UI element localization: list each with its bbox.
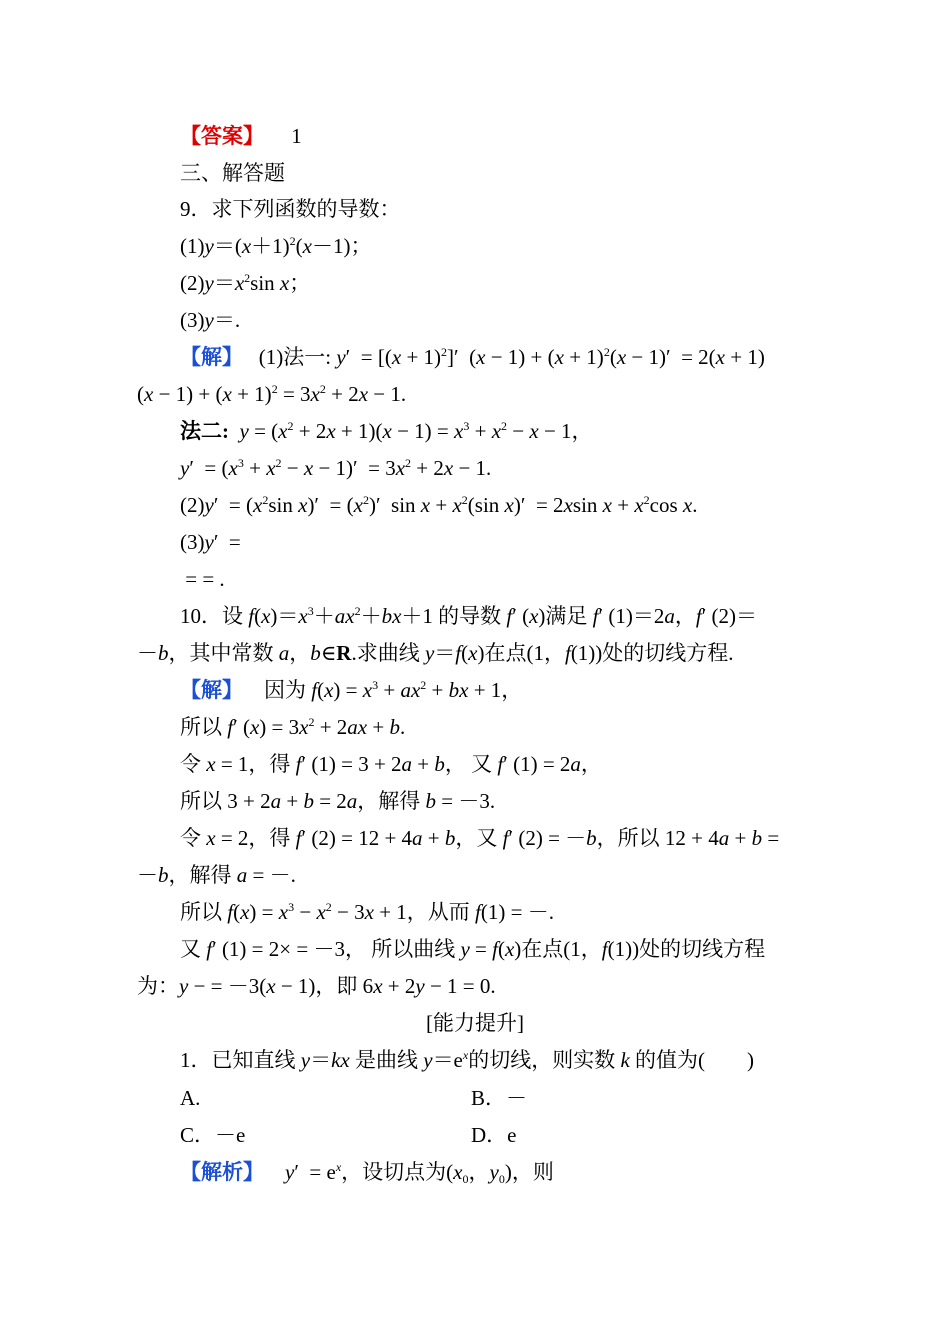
sol10-line5: 令 x = 2，得 f′ (2) = 12 + 4a + b，又 f′ (2) = －b，所以 12 + 4a + b = [180,826,780,850]
sol10-line6: －b，解得 a = －. [137,863,296,887]
analysis-line: 【解析】 $y' = e^x$，设切点为($x_0$，$y_0$)，则 [180,1160,554,1186]
section-title: 三、解答题 [180,161,285,185]
sol9-method1-line1: 【解】 (1)法一: $y' = [(x + 1)^2]'$ $(x - 1) + (x + 1)^2(x - 1)' = 2(x + 1)$ [180,345,765,369]
q10-line1: 10．设 $f(x)=x^3+ax^2+bx+1$ 的导数 f′ (x)满足 f′ (1)＝2a，f′ (2)＝ [180,604,758,628]
q9-part2: $(2)y=x^2\sin$ x； [180,271,311,295]
q10-line2: －b，其中常数 a，b∈R.求曲线 y＝f(x)在点(1，f(1))处的切线方程. [137,641,734,665]
sol9-part2: $(2)y' = (x^2\sin$ $x)' = (x^2)'$ $\sin x + x^2(\sin$ x)′ = 2xsin $x + x^2\cos$ x. [180,493,698,517]
answer-tag: 【答案】 [180,124,264,148]
sol10-line7: 所以 $f(x) = x^3 - x^2 - 3x + 1$，从而 f(1) = －. [180,900,554,924]
q9-part1: $(1)y=(x+1)^2(x-1)$； [180,234,372,258]
sol9-method2-line1: 法二: $y = (x^2 + 2x + 1)(x - 1) = x^3 + x^2 - x - 1$， [180,419,593,443]
q1-option-c: C．－e [180,1123,246,1147]
sol9-method2-label: 法二: [180,419,229,443]
sol9-p2-label: (2) [180,493,205,517]
q1-stem: 1．已知直线 y＝kx 是曲线 $y=e^x$的切线，则实数 k 的值为( ) [180,1048,755,1072]
q10-num: 10 [180,604,201,628]
sol10-tag: 【解】 [180,678,243,702]
sol9-method2-line2: $y' = (x^3 + x^2 - x - 1)' = 3x^2 + 2x - 1$. [180,456,492,480]
q1-option-a: A. [180,1086,201,1110]
sol9-p3-label: (3) [180,530,205,554]
sol10-line4: 所以 3 + 2a + b = 2a，解得 b = －3. [180,789,496,813]
answer-line [180,122,302,150]
q1-option-d: D．e [471,1123,517,1147]
sol9-part3-line2: = = . [180,567,225,591]
sol9-tag: 【解】 [180,345,243,369]
sol9-method1-label: (1)法一 [258,345,326,369]
sol10-line3: 令 x = 1，得 f′ (1) = 3 + 2a + b， 又 f′ (1) = 2a， [180,752,602,776]
analysis-tag: 【解析】 [180,1160,264,1184]
answer-value: 1 [291,124,302,148]
sol10-line1: 【解】 因为 $f(x) = x^3 + ax^2$ + bx + 1， [180,678,523,702]
q9-title: 9．求下列函数的导数： [180,197,401,221]
ability-title: [能力提升] [426,1011,524,1035]
sol10-line8: 又 f′ (1) = 2× = －3， 所以曲线 y = f(x)在点(1，f(1))处的切线方程 [180,937,766,961]
sol9-part3-line1: (3)y′ = [180,530,241,554]
q1-option-b: B．－ [471,1086,528,1110]
sol9-method1-line2: $(x - 1) + (x + 1)^2 = 3x^2 + 2x - 1$. [137,382,407,406]
sol10-line9: 为：y − = －3(x − 1)，即 6x + 2y − 1 = 0. [137,974,496,998]
sol10-line2: 所以 f′ $(x) = 3x^2 + 2ax + b$. [180,715,406,739]
q9-part3: (3)y＝. [180,308,241,332]
